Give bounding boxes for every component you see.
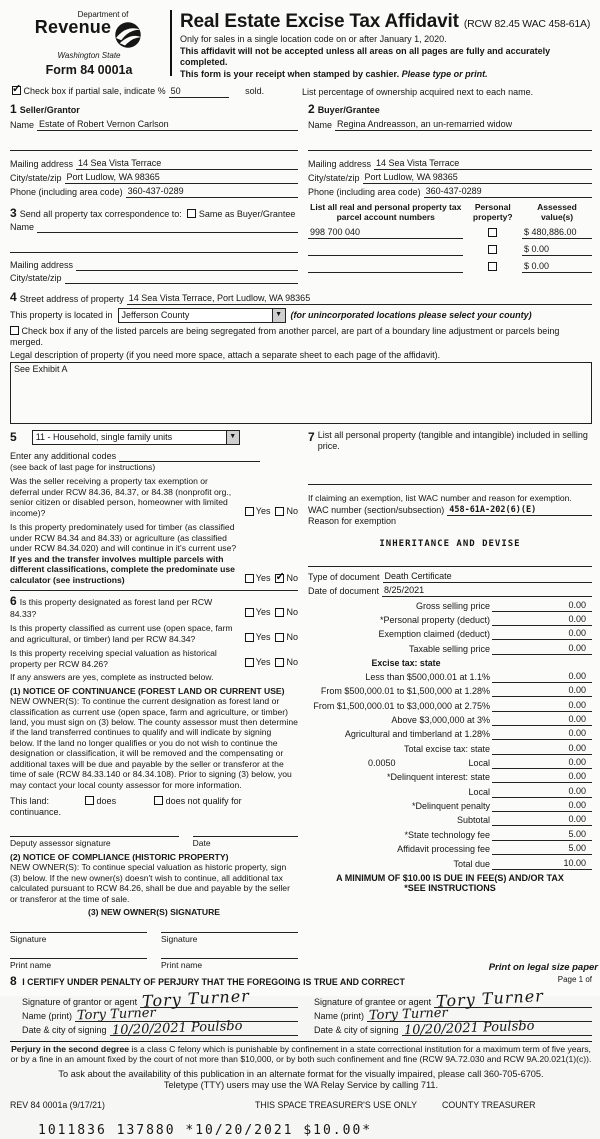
- new-owner-printname-line-2[interactable]: Print name: [161, 958, 298, 970]
- fee-label: Above $3,000,000 at 3%: [391, 714, 490, 725]
- fee-value[interactable]: 0.00: [568, 800, 586, 811]
- fee-value[interactable]: 0.00: [568, 728, 586, 739]
- header-note-1: Only for sales in a single location code on or after January 1, 2020.: [180, 34, 447, 45]
- does-not-label: does not qualify for: [165, 796, 242, 807]
- fee-value[interactable]: 10.00: [563, 857, 586, 868]
- fee-label: *Delinquent interest: state: [386, 772, 490, 783]
- reason-exemption-value[interactable]: INHERITANCE AND DEVISE: [379, 539, 521, 550]
- seller-mailing-input[interactable]: 14 Sea Vista Terrace: [76, 158, 298, 170]
- assessed-value-input[interactable]: $ 0.00: [522, 261, 592, 273]
- fee-label: Subtotal: [456, 815, 490, 826]
- grantor-signature-label: Signature of grantor or agent: [22, 996, 138, 1007]
- corr-mailing-input[interactable]: [76, 260, 298, 271]
- historic-question: Is this property receiving special valuation as historical property per RCW 84.26?: [10, 648, 217, 669]
- fee-label: Local: [468, 786, 490, 797]
- section2-header: 2 Buyer/Grantee: [308, 102, 380, 117]
- seller-exemption-question: Was the seller receiving a property tax exemption or deferral under RCW 84.36, 84.37, or 84.38 (nonprofit org., senior citizen or disabled person, homeowner with limited income)?: [10, 476, 232, 518]
- rev-form-number: REV 84 0001a (9/17/21): [10, 1100, 105, 1111]
- section1-header: 1 Seller/Grantor: [10, 102, 80, 117]
- buyer-name-input[interactable]: Regina Andreasson, an un-remarried widow: [335, 119, 592, 131]
- segregated-label: Check box if any of the listed parcels are being segregated from another parcel, are part of a boundary line adjustment or parcels being merged.: [10, 325, 560, 347]
- forest-no-checkbox[interactable]: [275, 608, 284, 617]
- this-land-label: This land:: [10, 796, 50, 807]
- form-title: Real Estate Excise Tax Affidavit (RCW 82.45 WAC 458-61A): [180, 11, 591, 32]
- fee-label: Total due: [453, 858, 490, 869]
- segregated-checkbox[interactable]: [10, 326, 19, 335]
- fee-value[interactable]: 0.00: [568, 699, 586, 710]
- notice-compliance-title: (2) NOTICE OF COMPLIANCE (HISTORIC PROPERTY): [10, 851, 229, 862]
- seller-city-input[interactable]: Port Ludlow, WA 98365: [65, 172, 298, 184]
- fee-label: Agricultural and timberland at 1.28%: [344, 729, 490, 740]
- predominate-yes-checkbox[interactable]: [245, 574, 254, 583]
- current-use-no-checkbox[interactable]: [275, 633, 284, 642]
- wac-number-label: WAC number (section/subsection): [308, 505, 445, 516]
- fee-label: Local: [468, 758, 490, 769]
- treasurer-stamp: 1011836 137880 *10/20/2021 $10.00*: [38, 1122, 373, 1138]
- seller-mailing-label: Mailing address: [10, 158, 74, 169]
- additional-codes-label: Enter any additional codes: [10, 450, 117, 461]
- tty-notice: To ask about the availability of this publication in an alternate format for the visually impaired, please call 360-705-6705. Teletype (TTY) users may use the WA Relay Service by calling 711.: [58, 1068, 544, 1091]
- notice-continuance-title: (1) NOTICE OF CONTINUANCE (FOREST LAND OR CURRENT USE): [10, 685, 285, 696]
- fee-label: Taxable selling price: [408, 643, 490, 654]
- partial-sale-checkbox[interactable]: [12, 86, 21, 95]
- doc-date-label: Date of document: [308, 586, 380, 597]
- grantor-date-city-label: Date & city of signing: [22, 1024, 107, 1035]
- fee-label: From $500,000.01 to $1,500,000 at 1.28%: [320, 686, 490, 697]
- predominate-use-question: Is this property predominately used for timber (as classified under RCW 84.34 and 84.33) or agriculture (as classified under RCW 84.34.020) and will continue in it's current use? If yes and the transfer involves multiple parcels with different classifications, complete the predominate use calculator (see instructions): [10, 522, 237, 585]
- legal-description-label: Legal description of property (if you need more space, attach a separate sheet to each page of the affidavit).: [10, 349, 441, 360]
- parcel-row: [308, 244, 592, 256]
- grantor-name-input[interactable]: Tory Turner: [75, 1010, 298, 1022]
- grantee-name-input[interactable]: Tory Turner: [367, 1010, 592, 1022]
- fee-label: Less than $500,000.01 at 1.1%: [365, 671, 490, 682]
- fee-value[interactable]: 0.00: [568, 757, 586, 768]
- historic-no-checkbox[interactable]: [275, 658, 284, 667]
- historic-yes-checkbox[interactable]: [245, 658, 254, 667]
- grantee-date-city-label: Date & city of signing: [314, 1024, 399, 1035]
- fee-value[interactable]: 0.00: [568, 642, 586, 653]
- grantor-name-label: Name (print): [22, 1010, 73, 1021]
- forest-yes-checkbox[interactable]: [245, 608, 254, 617]
- predominate-no-checkbox[interactable]: [275, 574, 284, 583]
- header-note-2: This affidavit will not be accepted unless all areas on all pages are fully and accurately completed.: [180, 46, 551, 68]
- personal-property-list-input[interactable]: [308, 474, 592, 485]
- washington-state-label: Washington State: [57, 50, 121, 60]
- assessed-value-input[interactable]: $ 0.00: [522, 244, 592, 256]
- new-owners-signature-title: (3) NEW OWNER(S) SIGNATURE: [87, 907, 221, 918]
- partial-sale-label: Check box if partial sale, indicate %: [23, 86, 166, 97]
- fee-value[interactable]: 5.00: [568, 843, 586, 854]
- current-use-yes-checkbox[interactable]: [245, 633, 254, 642]
- section5-number: 5: [10, 429, 17, 444]
- fee-value[interactable]: 0.00: [568, 814, 586, 825]
- partial-sale-percent-input[interactable]: 50: [169, 86, 229, 98]
- buyer-name2-input[interactable]: [308, 140, 592, 151]
- revenue-wordmark: Revenue: [34, 16, 112, 37]
- current-use-question: Is this property classified as current use (open space, farm and agricultural, or timber) land per RCW 84.34?: [10, 623, 233, 644]
- section8-header: 8 I CERTIFY UNDER PENALTY OF PERJURY THAT THE FOREGOING IS TRUE AND CORRECT: [10, 974, 405, 989]
- exemption-note: If claiming an exemption, list WAC number and reason for exemption.: [308, 492, 572, 503]
- fee-value[interactable]: 0.00: [568, 685, 586, 696]
- fee-label: Affidavit processing fee: [397, 844, 490, 855]
- wac-number-input[interactable]: 458-61A-202(6)(E): [447, 505, 592, 516]
- fee-label: *Personal property (deduct): [379, 615, 490, 626]
- fee-label: From $1,500,000.01 to $3,000,000 at 2.75%: [313, 700, 490, 711]
- form-header: [10, 8, 592, 80]
- seller-phone-input[interactable]: 360-437-0289: [126, 186, 298, 198]
- new-owner-printname-line-1[interactable]: Print name: [10, 958, 147, 970]
- corr-name-input[interactable]: [37, 222, 298, 233]
- county-treasurer-label: COUNTY TREASURER: [442, 1100, 536, 1111]
- seller-name-label: Name: [10, 119, 35, 130]
- fee-value[interactable]: 0.00: [568, 771, 586, 782]
- use-code-dropdown[interactable]: 11 - Household, single family units ▼: [32, 430, 240, 445]
- same-as-buyer-checkbox[interactable]: [187, 209, 196, 218]
- fee-value[interactable]: 0.00: [568, 785, 586, 796]
- located-in-label: This property is located in: [10, 309, 113, 320]
- county-hint: (for unincorporated locations please select your county): [290, 309, 532, 320]
- buyer-phone-label: Phone (including area code): [308, 186, 421, 197]
- additional-codes-hint: (see back of last page for instructions): [10, 461, 156, 472]
- deputy-date-line[interactable]: Date: [193, 836, 298, 848]
- buyer-city-input[interactable]: Port Ludlow, WA 98365: [363, 172, 592, 184]
- fee-value[interactable]: 5.00: [568, 828, 586, 839]
- certify-statement: I CERTIFY UNDER PENALTY OF PERJURY THAT THE FOREGOING IS TRUE AND CORRECT: [22, 977, 405, 988]
- same-as-buyer-label: Same as Buyer/Grantee: [198, 208, 296, 219]
- assessed-value-input[interactable]: $ 480,886.00: [522, 227, 592, 239]
- buyer-name-label: Name: [308, 119, 333, 130]
- additional-codes-input[interactable]: [119, 451, 260, 462]
- chevron-down-icon[interactable]: ▼: [272, 309, 285, 322]
- affidavit-form-page: Department of Revenue Washington State Form 84 0001a Real Estate Excise Tax Affidavit (RCW 82.45 WAC 458-61A) Only for sales in a single location code on or after January 1, 2020. This affidavit will not be accepted unless all areas on all pages are fully and accurately completed. This form is your receipt when stamped by cashier. Please type or print. ✓ Check box if partial sale, indicate % 50 sold. List percentage of ownership acquired next to each name. 1 Seller/Grantor Name Estate of Robert Vernon Carlson Mailing address 14 Sea Vista Terrace City/state/zip Port Ludlow, WA 98365 Phone (including area code) 360-437-0289 3 Send all property tax correspondence to: Same as Buyer/Grantee Name Mailing address City/state/zip 2 Buyer/Grantee Name Regina Andreasson, an un-remarried widow Mailing address 14 Sea Vista Terrace City/state/zip Port Ludlow, WA 98365 Phone (including area code) 360-437-0289 List all real and personal property tax parcel account numbers Personal property? Assessed value(s) 998 700 040 $ 480,886.00 $ 0.00 $ 0.00 4 Street address of property 14 Sea Vista Terrace, Port Ludlow, WA 98365 This property is located in Jefferson County ▼ (for unincorporated locations please select your county) Check box if any of the listed parcels are being segregated from another parcel, are part of a boundary line adjustment or parcels being merged. Legal description of property (if you need more space, attach a separate sheet to each page of the affidavit). See Exhibit A 5 11 - Household, single family units ▼ Enter any additional codes (see back of last page for instructions) Was the seller receiving a property tax exemption or deferral under RCW 84.36, 84.37, or 84.38 (nonprofit org., senior citizen or disabled person, homeowner with limited income)? Yes No Is this property predominately used for timber (as classified under RCW 84.34 and 84.33) or agriculture (as classified under RCW 84.34.020) and will continue in it's current use? If yes and the transfer involves multiple parcels with different classifications, complete the predominate use calculator (see instructions) Yes ✓ No 6 Is this property designated as forest land per RCW 84.33? Yes No Is this property classified as current use (open space, farm and agricultural, or timber) land per RCW 84.34? Yes No Is this property receiving special valuation as historical property per RCW 84.26? Yes No If any answers are yes, complete as instructed below. (1) NOTICE OF CONTINUANCE (FOREST LAND OR CURRENT USE) NEW OWNER(S): To continue the current designation as forest land or classification as current use (open space, farm and agriculture, or timber) land, you must sign on (3) below. The county assessor must then determine if the land transferred continues to qualify and will indicate by signing below. If the land no longer qualifies or you do not wish to continue the designation or classification, it will be removed and the compensating or additional taxes will be due and payable by the seller or transferor at the time of sale (RCW 84.33.140 or 84.34.108). Prior to signing (3) below, you may contact your local county assessor for more information. This land: does does not qualify for continuance. Deputy assessor signature Date (2) NOTICE OF COMPLIANCE (HISTORIC PROPERTY) NEW OWNER(S): To continue special valuation as historic property, sign (3) below. If the new owner(s) doesn't wish to continue, all additional tax calculated pursuant to RCW 84.26, shall be due and payable by the seller or transferor at the time of sale. (3) NEW OWNER(S) SIGNATURE Signature Signature Print name Print name 7 List all personal property (tangible and intangible) included in selling price. If claiming an exemption, list WAC number and reason for exemption. WAC number (section/subsection) 458-61A-202(6)(E) Reason for exemption INHERITANCE AND DEVISE Type of document Death Certificate Date of document 8/25/2021 Gross selling price 0.00 *Personal property (deduct) 0.00 Exemption claimed (deduct) 0.00 Taxable selling price 0.00 Excise tax: state Less than $500,000.01 at 1.1% 0.00 From $500,000.01 to $1,500,000 at 1.28% 0.00 From $1,500,000.01 to $3,000,000 at 2.75% 0.00 Above $3,000,000 at 3% 0.00 Agricultural and timberland at 1.28% 0.00 Total excise tax: state 0.00 0.0050 Local 0.00 *Delinquent interest: state 0.00 Local 0.00 *Delinquent penalty 0.00 Subtotal 0.00 *State technology fee 5.00 Affidavit processing fee 5.00 Total due 10.00 A MINIMUM OF $10.00 IS DUE IN FEE(S) AND/OR TAX *SEE INSTRUCTIONS 8 I CERTIFY UNDER PENALTY OF PERJURY THAT THE FOREGOING IS TRUE AND CORRECT Signature of grantor or agent Tory Turner Name (print) Tory Turner Date & city of signing 10/20/2021 Poulsbo Signature of grantee or agent Tory Turner Name (print) Tory Turner Date & city of signing 10/20/2021 Poulsbo Perjury in the second degree is a class C felony which is punishable by confinement in a state correctional institution for a maximum term of five years, or by a fine in an amount fixed by the court of not more than $10,000, or by both such confinement and fine (RCW 9A.72.030 and RCW 9A.20.021(1)(c)). To ask about the availability of this publication in an alternate format for the visually impaired, please call 360-705-6705. Teletype (TTY) users may use the WA Relay Service by calling 711. REV 84 0001a (9/17/21) THIS SPACE TREASURER'S USE ONLY COUNTY TREASURER 1011836 137880 *10/20/2021 $10.00* Print on legal size paper Page 1 of: [0, 0, 600, 996]
- header-note-3: This form is your receipt when stamped by cashier. Please type or print.: [180, 69, 488, 80]
- corr-mailing-label: Mailing address: [10, 260, 74, 271]
- local-rate-value: 0.0050: [368, 758, 396, 769]
- doc-type-input[interactable]: Death Certificate: [383, 571, 592, 583]
- parcel-number-input[interactable]: [308, 262, 463, 273]
- section7-number: 7: [308, 429, 315, 444]
- buyer-mailing-label: Mailing address: [308, 158, 372, 169]
- fee-label: *State technology fee: [404, 829, 490, 840]
- fee-label: Gross selling price: [415, 600, 490, 611]
- seller-name2-input[interactable]: [10, 140, 298, 151]
- section3-header: 3 Send all property tax correspondence to: Same as Buyer/Grantee: [10, 205, 296, 220]
- print-legal-note: Print on legal size paper: [488, 962, 598, 974]
- deputy-assessor-signature-line[interactable]: Deputy assessor signature: [10, 836, 179, 848]
- see-instructions-note: *SEE INSTRUCTIONS: [404, 883, 496, 894]
- parcel-table-header: List all real and personal property tax parcel account numbers Personal property? Assessed value(s): [310, 201, 577, 222]
- ownership-note: List percentage of ownership acquired next to each name.: [302, 87, 534, 98]
- dor-logo-block: [10, 8, 168, 80]
- buyer-mailing-input[interactable]: 14 Sea Vista Terrace: [374, 158, 592, 170]
- continuance-label: continuance.: [10, 807, 62, 818]
- corr-city-input[interactable]: [65, 273, 298, 284]
- chevron-down-icon[interactable]: ▼: [226, 431, 239, 444]
- county-dropdown[interactable]: Jefferson County ▼: [118, 308, 286, 323]
- dept-of-label: Department of: [77, 10, 129, 19]
- grantor-date-city-input[interactable]: 10/20/2021 Poulsbo: [110, 1024, 298, 1036]
- forest-land-question: 6 Is this property designated as forest land per RCW 84.33?: [10, 594, 213, 619]
- perjury-notice: Perjury in the second degree is a class C felony which is punishable by confinement in a state correctional institution for a maximum term of five years, or by a fine in an amount fixed by the court of not more than $10,000, or by both such confinement and fine (RCW 9A.72.030 and RCW 9A.20.021(1)(c)).: [10, 1041, 592, 1065]
- does-not-qualify-checkbox[interactable]: [154, 796, 163, 805]
- fee-value[interactable]: 0.00: [568, 742, 586, 753]
- partial-sale-sold-label: sold.: [245, 86, 265, 97]
- personal-property-checkbox[interactable]: [488, 245, 497, 254]
- buyer-city-label: City/state/zip: [308, 172, 360, 183]
- grantee-date-city-input[interactable]: 10/20/2021 Poulsbo: [402, 1024, 592, 1036]
- seller-name-input[interactable]: Estate of Robert Vernon Carlson: [37, 119, 298, 131]
- parcel-number-input[interactable]: [308, 245, 463, 256]
- grantee-signature-label: Signature of grantee or agent: [314, 996, 432, 1007]
- parcel-row: [308, 227, 592, 239]
- personal-property-checkbox[interactable]: [488, 228, 497, 237]
- minimum-fee-note: A MINIMUM OF $10.00 IS DUE IN FEE(S) AND/OR TAX: [336, 872, 564, 883]
- buyer-phone-input[interactable]: 360-437-0289: [424, 186, 592, 198]
- fee-value[interactable]: 0.00: [568, 628, 586, 639]
- header-divider: [170, 10, 172, 76]
- form-number: Form 84 0001a: [45, 63, 133, 78]
- grantor-signature-input[interactable]: Tory Turner: [140, 993, 298, 1008]
- seller-city-label: City/state/zip: [10, 172, 62, 183]
- street-address-input[interactable]: 14 Sea Vista Terrace, Port Ludlow, WA 98365: [127, 293, 592, 305]
- fee-label: *Delinquent penalty: [411, 801, 490, 812]
- treasurer-use-label: THIS SPACE TREASURER'S USE ONLY: [254, 1100, 418, 1111]
- section4-number: 4: [10, 290, 17, 305]
- does-qualify-checkbox[interactable]: [85, 796, 94, 805]
- fee-value[interactable]: 0.00: [568, 713, 586, 724]
- doc-date-input[interactable]: 8/25/2021: [382, 585, 592, 597]
- fee-label: Exemption claimed (deduct): [378, 629, 490, 640]
- corr-city-label: City/state/zip: [10, 273, 62, 284]
- doc-type-label: Type of document: [308, 572, 380, 583]
- section7-intro: List all personal property (tangible and intangible) included in selling price.: [317, 429, 588, 451]
- answers-yes-note: If any answers are yes, complete as instructed below.: [10, 672, 214, 683]
- revenue-logo-icon: [113, 20, 143, 53]
- fee-value[interactable]: 0.00: [568, 599, 586, 610]
- parcel-number-input[interactable]: 998 700 040: [308, 227, 463, 239]
- reason-exemption-label: Reason for exemption: [308, 516, 397, 527]
- corr-name-label: Name: [10, 222, 35, 233]
- notice-continuance-body: NEW OWNER(S): To continue the current designation as forest land or classification as current use (open space, farm and agriculture, or timber) land, you must sign on (3) below. The county assessor must then determine if the land transferred continues to qualify and will indicate by signing below. If the land no longer qualifies or you do not wish to continue the designation or classification, it will be removed and the compensating or additional taxes will be due and payable by the seller or transferor at the time of sale (RCW 84.33.140 or 84.34.108). Prior to signing (3) below, you may contact your local county assessor for more information.: [10, 696, 298, 790]
- fee-value[interactable]: 0.00: [568, 614, 586, 625]
- does-label: does: [96, 796, 117, 807]
- notice-compliance-body: NEW OWNER(S): To continue special valuation as historic property, sign (3) below. If the new owner(s) doesn't wish to continue, all additional tax calculated pursuant to RCW 84.26, shall be due and payable by the seller or transferor at the time of sale.: [10, 862, 290, 904]
- segregated-row: [10, 326, 592, 348]
- form-title-rcw: (RCW 82.45 WAC 458-61A): [463, 18, 591, 30]
- exemption-no-checkbox[interactable]: [275, 507, 284, 516]
- fee-value[interactable]: 0.00: [568, 670, 586, 681]
- parcel-row: [308, 261, 592, 273]
- section3-label: Send all property tax correspondence to:: [19, 208, 182, 219]
- grantee-name-label: Name (print): [314, 1010, 365, 1021]
- personal-property-checkbox[interactable]: [488, 262, 497, 271]
- new-owner-signature-line-1[interactable]: Signature: [10, 932, 147, 944]
- fee-label: Total excise tax: state: [403, 743, 490, 754]
- seller-phone-label: Phone (including area code): [10, 186, 123, 197]
- page-number: Page 1 of: [557, 975, 592, 985]
- legal-description-input[interactable]: See Exhibit A: [10, 362, 592, 424]
- partial-sale-row: [12, 86, 264, 98]
- new-owner-signature-line-2[interactable]: Signature: [161, 932, 298, 944]
- corr-name2-input[interactable]: [10, 242, 298, 253]
- excise-tax-state-header: Excise tax: state: [371, 657, 441, 668]
- exemption-yes-checkbox[interactable]: [245, 507, 254, 516]
- street-address-label: Street address of property: [19, 293, 124, 304]
- grantee-signature-input[interactable]: Tory Turner: [434, 993, 592, 1008]
